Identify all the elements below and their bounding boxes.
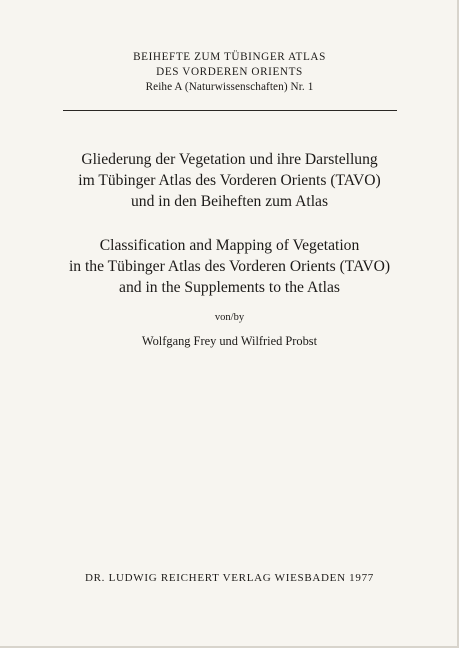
title-german-line-2: im Tübinger Atlas des Vorderen Orients (TAVO) xyxy=(78,172,381,189)
title-english-line-1: Classification and Mapping of Vegetation xyxy=(99,237,360,254)
divider-rule xyxy=(63,110,397,111)
von-by-label: von/by xyxy=(214,312,245,323)
title-english-line-3: and in the Supplements to the Atlas xyxy=(119,279,340,296)
publisher-imprint: DR. LUDWIG REICHERT VERLAG WIESBADEN 1977 xyxy=(85,572,374,584)
series-title-line-2: DES VORDEREN ORIENTS xyxy=(156,66,303,78)
authors: Wolfgang Frey und Wilfried Probst xyxy=(141,334,318,348)
title-german xyxy=(0,149,459,212)
title-german-line-3: und in den Beiheften zum Atlas xyxy=(130,193,329,210)
series-title-line-1: BEIHEFTE ZUM TÜBINGER ATLAS xyxy=(133,51,326,63)
series-heading xyxy=(0,50,459,95)
series-number: Reihe A (Naturwissenschaften) Nr. 1 xyxy=(145,81,314,93)
title-english-line-2: in the Tübinger Atlas des Vorderen Orients (TAVO) xyxy=(68,258,391,275)
title-english xyxy=(0,235,459,298)
title-german-line-1: Gliederung der Vegetation und ihre Darstellung xyxy=(81,151,378,168)
